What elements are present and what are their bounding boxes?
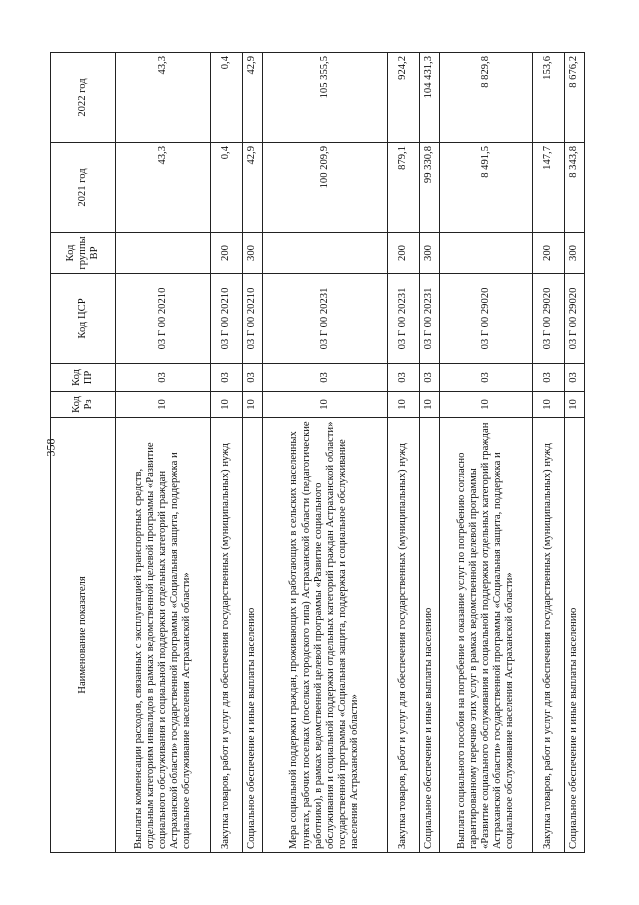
cell-vr: 200 bbox=[532, 232, 564, 273]
cell-rz: 10 bbox=[387, 391, 419, 417]
cell-pr: 03 bbox=[419, 363, 439, 391]
cell-2021: 99 330,8 bbox=[419, 142, 439, 232]
cell-csr: 03 Г 00 20210 bbox=[242, 273, 262, 363]
cell-2022: 8 676,2 bbox=[564, 52, 584, 142]
cell-vr: 300 bbox=[419, 232, 439, 273]
cell-vr bbox=[262, 232, 387, 273]
budget-table bbox=[50, 52, 585, 853]
cell-rz: 10 bbox=[115, 391, 210, 417]
page-number: 358 bbox=[43, 438, 58, 457]
cell-2022: 104 431,3 bbox=[419, 52, 439, 142]
cell-pr: 03 bbox=[532, 363, 564, 391]
cell-2021: 879,1 bbox=[387, 142, 419, 232]
cell-vr: 200 bbox=[387, 232, 419, 273]
rotated-page bbox=[50, 53, 590, 853]
cell-pr: 03 bbox=[564, 363, 584, 391]
table-row bbox=[419, 52, 439, 852]
table-row bbox=[262, 52, 387, 852]
cell-pr: 03 bbox=[242, 363, 262, 391]
table-row bbox=[387, 52, 419, 852]
header-rz: Код Рз bbox=[50, 391, 115, 417]
cell-vr: 200 bbox=[210, 232, 242, 273]
cell-2021: 43,3 bbox=[115, 142, 210, 232]
header-name: Наименование показателя bbox=[50, 417, 115, 852]
cell-vr bbox=[439, 232, 532, 273]
cell-rz: 10 bbox=[564, 391, 584, 417]
cell-csr: 03 Г 00 20231 bbox=[262, 273, 387, 363]
cell-name: Закупка товаров, работ и услуг для обеспечения государственных (муниципальных) нужд bbox=[210, 417, 242, 852]
cell-pr: 03 bbox=[210, 363, 242, 391]
cell-rz: 10 bbox=[262, 391, 387, 417]
cell-name: Социальное обеспечение и иные выплаты населению bbox=[419, 417, 439, 852]
header-pr: Код ПР bbox=[50, 363, 115, 391]
cell-vr: 300 bbox=[564, 232, 584, 273]
cell-rz: 10 bbox=[419, 391, 439, 417]
cell-rz: 10 bbox=[242, 391, 262, 417]
table-row bbox=[564, 52, 584, 852]
cell-csr: 03 Г 00 20210 bbox=[115, 273, 210, 363]
table-row bbox=[115, 52, 210, 852]
cell-2021: 0,4 bbox=[210, 142, 242, 232]
cell-name: Социальное обеспечение и иные выплаты населению bbox=[242, 417, 262, 852]
table-row bbox=[439, 52, 532, 852]
cell-2022: 0,4 bbox=[210, 52, 242, 142]
cell-2021: 147,7 bbox=[532, 142, 564, 232]
cell-pr: 03 bbox=[387, 363, 419, 391]
cell-csr: 03 Г 00 29020 bbox=[564, 273, 584, 363]
cell-2021: 8 343,8 bbox=[564, 142, 584, 232]
cell-2021: 100 209,9 bbox=[262, 142, 387, 232]
cell-2022: 105 355,5 bbox=[262, 52, 387, 142]
cell-2022: 153,6 bbox=[532, 52, 564, 142]
cell-name: Закупка товаров, работ и услуг для обеспечения государственных (муниципальных) нужд bbox=[387, 417, 419, 852]
cell-csr: 03 Г 00 20210 bbox=[210, 273, 242, 363]
cell-vr: 300 bbox=[242, 232, 262, 273]
cell-name: Социальное обеспечение и иные выплаты населению bbox=[564, 417, 584, 852]
table-row bbox=[532, 52, 564, 852]
table-header-row bbox=[50, 52, 115, 852]
header-2021: 2021 год bbox=[50, 142, 115, 232]
cell-2022: 8 829,8 bbox=[439, 52, 532, 142]
cell-name: Мера социальной поддержки граждан, проживающих и работающих в сельских населенных пунктах, рабочих поселках (поселках городского типа) Астраханской области (педагогические работники), в рамках ведомственной целевой программы «Развитие социального обслуживания и социальной поддержки отдельных категорий граждан Астраханской области» государственной программы «Социальная защита, поддержка и социальное обслуживание населения Астраханской области» bbox=[262, 417, 387, 852]
cell-2022: 43,3 bbox=[115, 52, 210, 142]
cell-csr: 03 Г 00 29020 bbox=[532, 273, 564, 363]
cell-vr bbox=[115, 232, 210, 273]
cell-name: Выплата социального пособия на погребение и оказание услуг по погребению согласно гарантированному перечню этих услуг в рамках ведомственной целевой программы «Развитие социального обслуживания и социальной поддержки отдельных категорий граждан Астраханской области» государственной программы «Социальная защита, поддержка и социальное обслуживание населения Астраханской области» bbox=[439, 417, 532, 852]
table-row bbox=[210, 52, 242, 852]
cell-2022: 924,2 bbox=[387, 52, 419, 142]
cell-rz: 10 bbox=[439, 391, 532, 417]
cell-pr: 03 bbox=[439, 363, 532, 391]
cell-rz: 10 bbox=[210, 391, 242, 417]
cell-csr: 03 Г 00 20231 bbox=[419, 273, 439, 363]
header-2022: 2022 год bbox=[50, 52, 115, 142]
cell-pr: 03 bbox=[262, 363, 387, 391]
cell-rz: 10 bbox=[532, 391, 564, 417]
cell-csr: 03 Г 00 29020 bbox=[439, 273, 532, 363]
table-row bbox=[242, 52, 262, 852]
cell-2021: 42,9 bbox=[242, 142, 262, 232]
cell-name: Выплаты компенсации расходов, связанных с эксплуатацией транспортных средств, отдельным категориям инвалидов в рамках ведомственной целевой программы «Развитие социального обслуживания и социальной поддержки отдельных категорий граждан Астраханской области» государственной программы «Социальная защита, поддержка и социальное обслуживание населения Астраханской области» bbox=[115, 417, 210, 852]
header-csr: Код ЦСР bbox=[50, 273, 115, 363]
cell-name: Закупка товаров, работ и услуг для обеспечения государственных (муниципальных) нужд bbox=[532, 417, 564, 852]
cell-2021: 8 491,5 bbox=[439, 142, 532, 232]
cell-csr: 03 Г 00 20231 bbox=[387, 273, 419, 363]
cell-pr: 03 bbox=[115, 363, 210, 391]
header-vr: Код группы ВР bbox=[50, 232, 115, 273]
cell-2022: 42,9 bbox=[242, 52, 262, 142]
